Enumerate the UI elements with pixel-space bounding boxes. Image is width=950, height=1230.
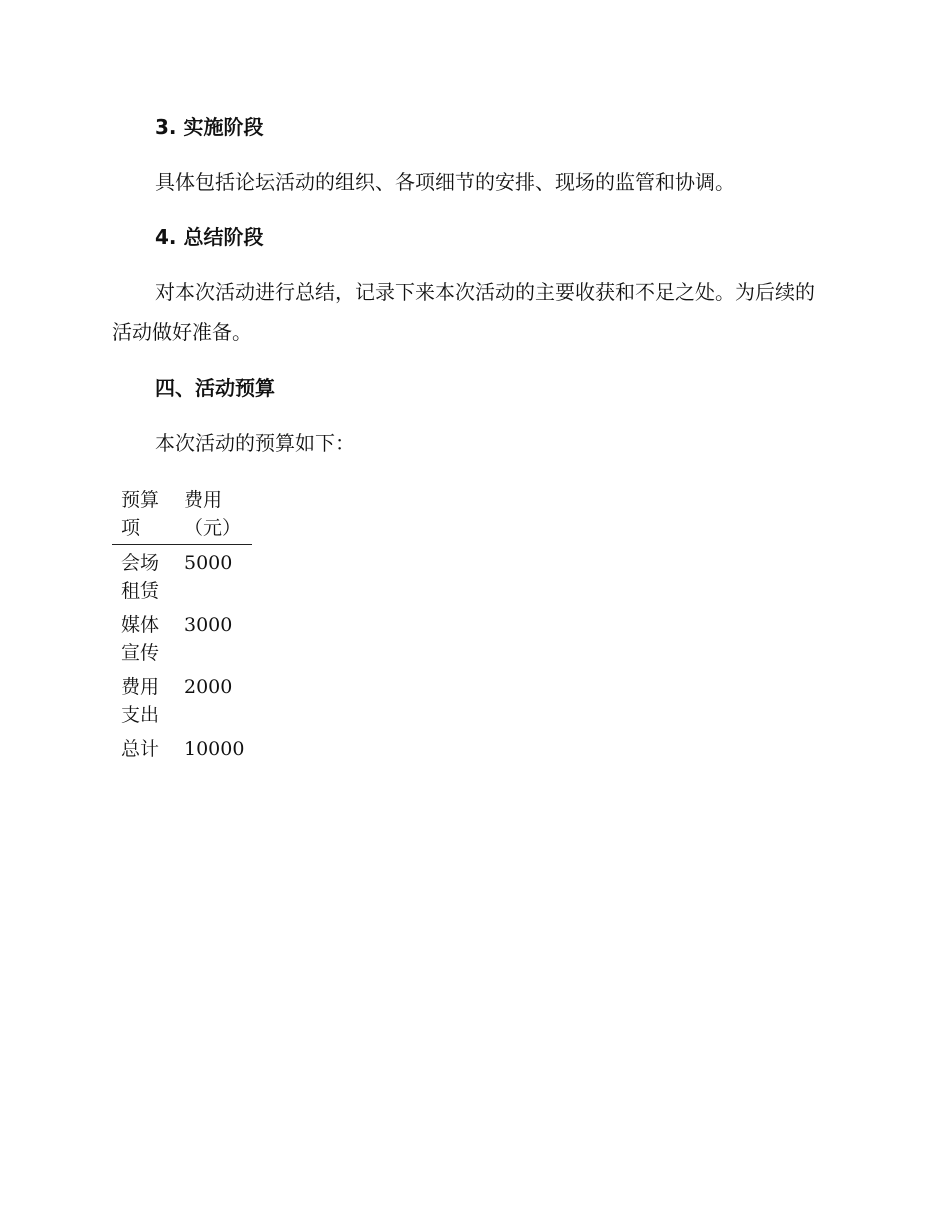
table-row bbox=[112, 731, 252, 765]
budget-cost-cell: 5000 bbox=[184, 552, 233, 574]
budget-table bbox=[112, 484, 252, 765]
table-row bbox=[112, 607, 252, 669]
budget-table-header-row bbox=[112, 484, 252, 545]
budget-item-cell: 会场租赁 bbox=[121, 552, 160, 602]
stage4-heading: 4. 总结阶段 bbox=[155, 225, 264, 249]
budget-item-cell: 总计 bbox=[121, 738, 160, 760]
budget-cost-cell: 2000 bbox=[184, 676, 233, 698]
budget-cost-cell: 3000 bbox=[184, 614, 233, 636]
stage4-body: 对本次活动进行总结，记录下来本次活动的主要收获和不足之处。为后续的活动做好准备。 bbox=[112, 280, 815, 344]
budget-intro: 本次活动的预算如下： bbox=[155, 431, 355, 455]
table-row bbox=[112, 545, 252, 608]
budget-cost-cell: 10000 bbox=[184, 738, 245, 760]
table-row bbox=[112, 669, 252, 731]
stage3-body: 具体包括论坛活动的组织、各项细节的安排、现场的监管和协调。 bbox=[155, 170, 735, 194]
stage3-heading: 3. 实施阶段 bbox=[155, 115, 264, 139]
budget-heading: 四、活动预算 bbox=[155, 376, 275, 400]
budget-table-header-item: 预算项 bbox=[121, 489, 160, 539]
budget-item-cell: 费用支出 bbox=[121, 676, 160, 726]
budget-table-header-cost: 费用（元） bbox=[184, 489, 242, 539]
budget-item-cell: 媒体宣传 bbox=[121, 614, 160, 664]
